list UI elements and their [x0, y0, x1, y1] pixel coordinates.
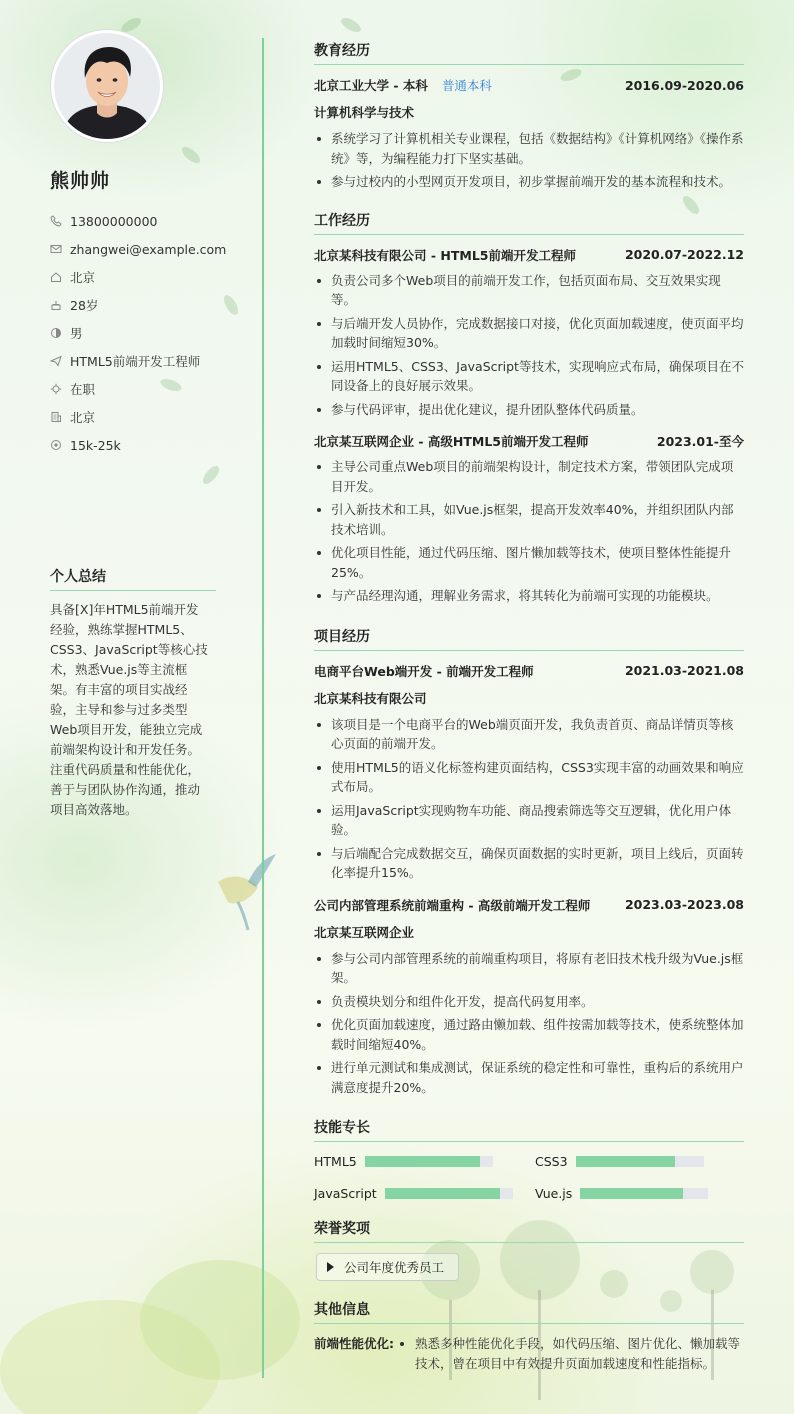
contact-text: 男 — [70, 326, 83, 341]
bullet-list — [314, 949, 744, 1098]
main-content — [314, 40, 744, 1373]
project-company: 北京某科技有限公司 — [314, 690, 427, 706]
list-item: 负责公司多个Web项目的前端开发工作，包括页面布局、交互效果实现等。 — [314, 271, 744, 310]
contact-email — [50, 235, 227, 263]
phone-icon — [50, 215, 62, 227]
degree-tag: 普通本科 — [441, 78, 492, 93]
award-item — [316, 1253, 459, 1281]
list-item: 进行单元测试和集成测试，保证系统的稳定性和可靠性，重构后的系统用户满意度提升20%。 — [314, 1058, 744, 1097]
contact-text: HTML5前端开发工程师 — [70, 354, 201, 369]
list-item: 运用JavaScript实现购物车功能、商品搜索筛选等交互逻辑，优化用户体验。 — [314, 801, 744, 840]
section-title: 项目经历 — [314, 626, 744, 651]
avatar — [51, 30, 163, 142]
work-section — [314, 210, 744, 606]
list-item: 优化页面加载速度，通过路由懒加载、组件按需加载等技术，使系统整体加载时间缩短40%。 — [314, 1015, 744, 1054]
major: 计算机科学与技术 — [314, 105, 415, 120]
project-row — [314, 895, 744, 915]
skill-bar-fill — [365, 1156, 480, 1167]
section-title: 荣誉奖项 — [314, 1218, 744, 1243]
contact-position — [50, 347, 216, 375]
list-item: 运用HTML5、CSS3、JavaScript等技术，实现响应式布局，确保项目在不同设备上的良好展示效果。 — [314, 357, 744, 396]
awards-section — [314, 1218, 744, 1281]
status-icon — [50, 383, 62, 395]
skill-name: JavaScript — [314, 1185, 377, 1201]
list-item: 与产品经理沟通，理解业务需求，将其转化为前端可实现的功能模块。 — [314, 586, 744, 606]
list-item: 引入新技术和工具，如Vue.js框架，提高开发效率40%，并组织团队内部技术培训。 — [314, 500, 744, 539]
mail-icon — [50, 243, 62, 255]
award-label: 公司年度优秀员工 — [344, 1260, 445, 1275]
date: 2021.03-2021.08 — [624, 663, 744, 678]
skill-bar — [580, 1188, 708, 1199]
bullet-list — [314, 271, 744, 420]
section-title: 教育经历 — [314, 40, 744, 65]
job-row — [314, 245, 744, 265]
contact-city — [50, 263, 216, 291]
project-section — [314, 626, 744, 1098]
building-icon — [50, 411, 62, 423]
education-section — [314, 40, 744, 192]
person-name: 熊帅帅 — [50, 170, 111, 192]
other-section — [314, 1299, 744, 1373]
bullet-list — [314, 715, 744, 883]
section-title: 其他信息 — [314, 1299, 744, 1324]
project-heading: 公司内部管理系统前端重构 - 高级前端开发工程师 — [314, 897, 591, 913]
contact-list — [50, 207, 227, 459]
list-item: 主导公司重点Web项目的前端架构设计，制定技术方案，带领团队完成项目开发。 — [314, 457, 744, 496]
contact-text: 在职 — [70, 382, 96, 397]
skill-bar-fill — [576, 1156, 676, 1167]
date: 2023.03-2023.08 — [624, 897, 744, 912]
skill-bar — [576, 1156, 704, 1167]
skills-section — [314, 1117, 744, 1202]
gender-icon — [50, 327, 62, 339]
skill-bar-fill — [580, 1188, 682, 1199]
list-item: 系统学习了计算机相关专业课程，包括《数据结构》《计算机网络》《操作系统》等，为编程能力打下坚实基础。 — [314, 129, 744, 168]
play-icon — [327, 1262, 334, 1272]
contact-text: 北京 — [70, 410, 96, 425]
summary-title: 个人总结 — [50, 566, 216, 591]
send-icon — [50, 355, 62, 367]
project-heading: 电商平台Web端开发 - 前端开发工程师 — [314, 663, 534, 679]
list-item: 与后端开发人员协作，完成数据接口对接，优化页面加载速度，使页面平均加载时间缩短30%。 — [314, 314, 744, 353]
other-item — [314, 1334, 744, 1373]
bullet-dot — [398, 1334, 415, 1373]
skill-item — [314, 1152, 535, 1170]
skill-name: Vue.js — [535, 1185, 573, 1201]
contact-gender — [50, 319, 216, 347]
skill-bar-fill — [385, 1188, 500, 1199]
summary-text: 具备[X]年HTML5前端开发经验，熟练掌握HTML5、CSS3、JavaScript等核心技术，熟悉Vue.js等主流框架。有丰富的项目实战经验，主导和参与过多类型Web项目开发，能独立完成前端架构设计和开发任务。 注重代码质量和性能优化，善于与团队协作沟通，推动项目高效落地。 — [50, 602, 208, 817]
list-item: 使用HTML5的语义化标签构建页面结构，CSS3实现丰富的动画效果和响应式布局。 — [314, 758, 744, 797]
job-heading: 北京某互联网企业 - 高级HTML5前端开发工程师 — [314, 434, 589, 449]
contact-text: 15k-25k — [70, 437, 121, 453]
skill-item — [535, 1184, 744, 1202]
skill-bar — [385, 1188, 513, 1199]
contact-status — [50, 375, 216, 403]
bird-illustration — [208, 852, 278, 932]
salary-icon — [50, 439, 62, 451]
section-title: 技能专长 — [314, 1117, 744, 1142]
list-item: 该项目是一个电商平台的Web端页面开发，我负责首页、商品详情页等核心页面的前端开发。 — [314, 715, 744, 754]
date: 2020.07-2022.12 — [624, 247, 744, 262]
project-company: 北京某互联网企业 — [314, 924, 415, 940]
contact-location — [50, 403, 216, 431]
skills-grid — [314, 1152, 744, 1202]
list-item: 负责模块划分和组件化开发，提高代码复用率。 — [314, 992, 744, 1012]
date: 2016.09-2020.06 — [624, 77, 744, 93]
skill-item — [535, 1152, 744, 1170]
contact-text: zhangwei@example.com — [70, 241, 227, 257]
section-title: 工作经历 — [314, 210, 744, 235]
project-row — [314, 661, 744, 681]
contact-phone — [50, 207, 216, 235]
list-item: 参与代码评审，提出优化建议，提升团队整体代码质量。 — [314, 400, 744, 420]
contact-salary — [50, 431, 216, 459]
contact-age — [50, 291, 216, 319]
education-row — [314, 75, 744, 95]
job-heading: 北京某科技有限公司 - HTML5前端开发工程师 — [314, 247, 576, 263]
date: 2023.01-至今 — [656, 434, 744, 449]
list-item: 参与过校内的小型网页开发项目，初步掌握前端开发的基本流程和技术。 — [314, 172, 744, 192]
list-item: 参与公司内部管理系统的前端重构项目，将原有老旧技术栈升级为Vue.js框架。 — [314, 949, 744, 988]
bullet-list — [314, 129, 744, 192]
job-row — [314, 431, 744, 451]
list-item: 与后端配合完成数据交互，确保页面数据的实时更新，项目上线后，页面转化率提升15%。 — [314, 844, 744, 883]
skill-name: CSS3 — [535, 1153, 568, 1169]
divider-line — [262, 38, 264, 1378]
skill-bar — [365, 1156, 493, 1167]
school-name: 北京工业大学 - 本科 — [314, 78, 428, 93]
other-value: 熟悉多种性能优化手段，如代码压缩、图片优化、懒加载等技术，曾在项目中有效提升页面加载速度和性能指标。 — [415, 1336, 741, 1371]
other-key: 前端性能优化: — [314, 1336, 394, 1351]
list-item: 优化项目性能，通过代码压缩、图片懒加载等技术，使项目整体性能提升25%。 — [314, 543, 744, 582]
skill-name: HTML5 — [314, 1153, 357, 1169]
home-icon — [50, 271, 62, 283]
cake-icon — [50, 299, 62, 311]
contact-text: 13800000000 — [70, 213, 158, 229]
skill-item — [314, 1184, 535, 1202]
sidebar — [50, 30, 227, 459]
bullet-list — [314, 457, 744, 606]
contact-text: 北京 — [70, 270, 96, 285]
contact-text: 28岁 — [70, 298, 99, 313]
